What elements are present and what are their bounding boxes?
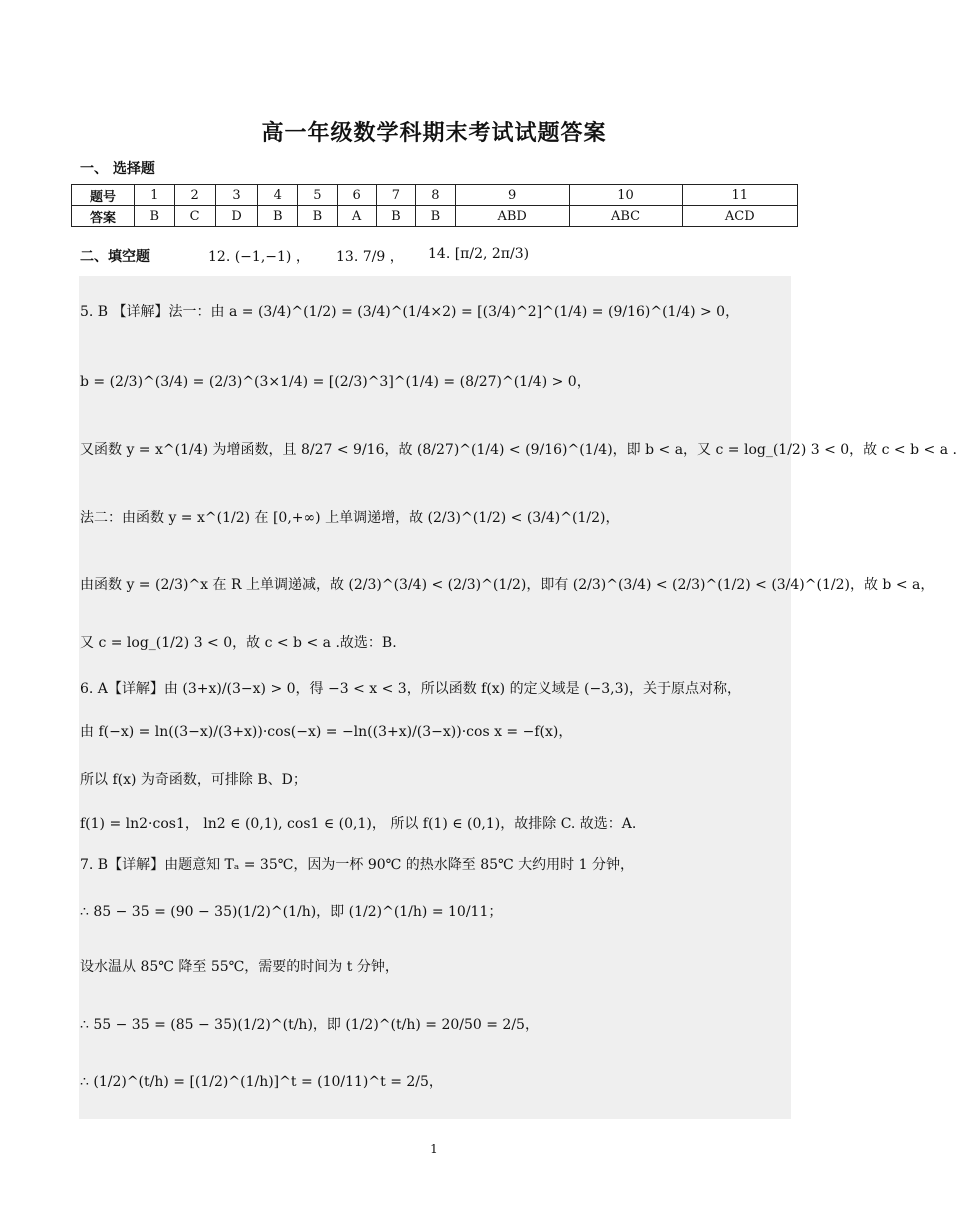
table-cell: 6	[337, 185, 376, 206]
table-cell: 10	[569, 185, 682, 206]
solution-line: 设水温从 85℃ 降至 55℃，需要的时间为 t 分钟，	[80, 959, 399, 975]
solution-line: 6. A【详解】由 (3+x)/(3−x) > 0，得 −3 < x < 3，所以函数 f(x) 的定义域是 (−3,3)，关于原点对称，	[80, 681, 741, 697]
answer-table	[71, 184, 798, 227]
section-heading-choice: 一、 选择题	[80, 161, 155, 177]
table-cell: 4	[258, 185, 298, 206]
table-cell: 5	[298, 185, 338, 206]
table-cell: B	[135, 206, 175, 227]
solution-line: 所以 f(x) 为奇函数，可排除 B、D；	[80, 772, 307, 788]
section-heading-fill: 二、填空题	[80, 249, 150, 265]
answer-12: 12. (−1,−1) ，	[208, 249, 310, 265]
page-title: 高一年级数学科期末考试试题答案	[261, 121, 607, 146]
fill-in-answers	[80, 244, 800, 274]
table-cell: B	[258, 206, 298, 227]
table-header-cell: 答案	[72, 206, 135, 227]
table-cell: D	[215, 206, 258, 227]
solution-line: ∴ 55 − 35 = (85 − 35)(1/2)^(t/h)，即 (1/2)^(t/h) = 20/50 = 2/5，	[80, 1017, 539, 1033]
table-cell: B	[298, 206, 338, 227]
table-row-answers	[72, 206, 798, 227]
table-cell: C	[174, 206, 215, 227]
table-cell: ABC	[569, 206, 682, 227]
solution-line: 又 c = log_(1/2) 3 < 0，故 c < b < a .故选：B.	[80, 635, 397, 651]
table-cell: 1	[135, 185, 175, 206]
solution-line: 7. B【详解】由题意知 Tₐ = 35℃，因为一杯 90℃ 的热水降至 85℃ 大约用时 1 分钟，	[80, 857, 634, 873]
solution-line: 由 f(−x) = ln((3−x)/(3+x))·cos(−x) = −ln((3+x)/(3−x))·cos x = −f(x)，	[80, 724, 573, 740]
table-cell: 2	[174, 185, 215, 206]
table-cell: ACD	[682, 206, 797, 227]
solution-line: 法二：由函数 y = x^(1/2) 在 [0,+∞) 上单调递增，故 (2/3)^(1/2) < (3/4)^(1/2)，	[80, 510, 620, 526]
table-cell: ABD	[455, 206, 569, 227]
table-header-cell: 题号	[72, 185, 135, 206]
solution-line: ∴ (1/2)^(t/h) = [(1/2)^(1/h)]^t = (10/11)^t = 2/5，	[80, 1074, 443, 1090]
table-cell: 8	[416, 185, 456, 206]
solution-line: f(1) = ln2·cos1， ln2 ∈ (0,1), cos1 ∈ (0,1)， 所以 f(1) ∈ (0,1)，故排除 C. 故选：A.	[80, 816, 637, 832]
table-cell: B	[416, 206, 456, 227]
table-cell: 9	[455, 185, 569, 206]
answer-14: 14. [π/2, 2π/3)	[428, 246, 530, 262]
table-cell: 7	[376, 185, 416, 206]
page-number: 1	[430, 1142, 438, 1156]
solution-line: 又函数 y = x^(1/4) 为增函数，且 8/27 < 9/16，故 (8/27)^(1/4) < (9/16)^(1/4)，即 b < a，又 c = log_(1/2) 3 < 0，故 c < b < a .	[80, 442, 957, 458]
solution-line: 5. B 【详解】法一：由 a = (3/4)^(1/2) = (3/4)^(1/4×2) = [(3/4)^2]^(1/4) = (9/16)^(1/4) > 0，	[80, 304, 740, 320]
solution-line: ∴ 85 − 35 = (90 − 35)(1/2)^(1/h)，即 (1/2)^(1/h) = 10/11；	[80, 904, 503, 920]
solution-line: b = (2/3)^(3/4) = (2/3)^(3×1/4) = [(2/3)^3]^(1/4) = (8/27)^(1/4) > 0，	[80, 374, 591, 390]
table-row-numbers	[72, 185, 798, 206]
table-cell: A	[337, 206, 376, 227]
table-cell: 11	[682, 185, 797, 206]
table-cell: B	[376, 206, 416, 227]
solution-line: 由函数 y = (2/3)^x 在 R 上单调递减，故 (2/3)^(3/4) < (2/3)^(1/2)，即有 (2/3)^(3/4) < (2/3)^(1/2) < (3/4)^(1/2)，故 b < a，	[80, 577, 935, 593]
table-cell: 3	[215, 185, 258, 206]
answer-13: 13. 7/9 ，	[336, 249, 404, 265]
